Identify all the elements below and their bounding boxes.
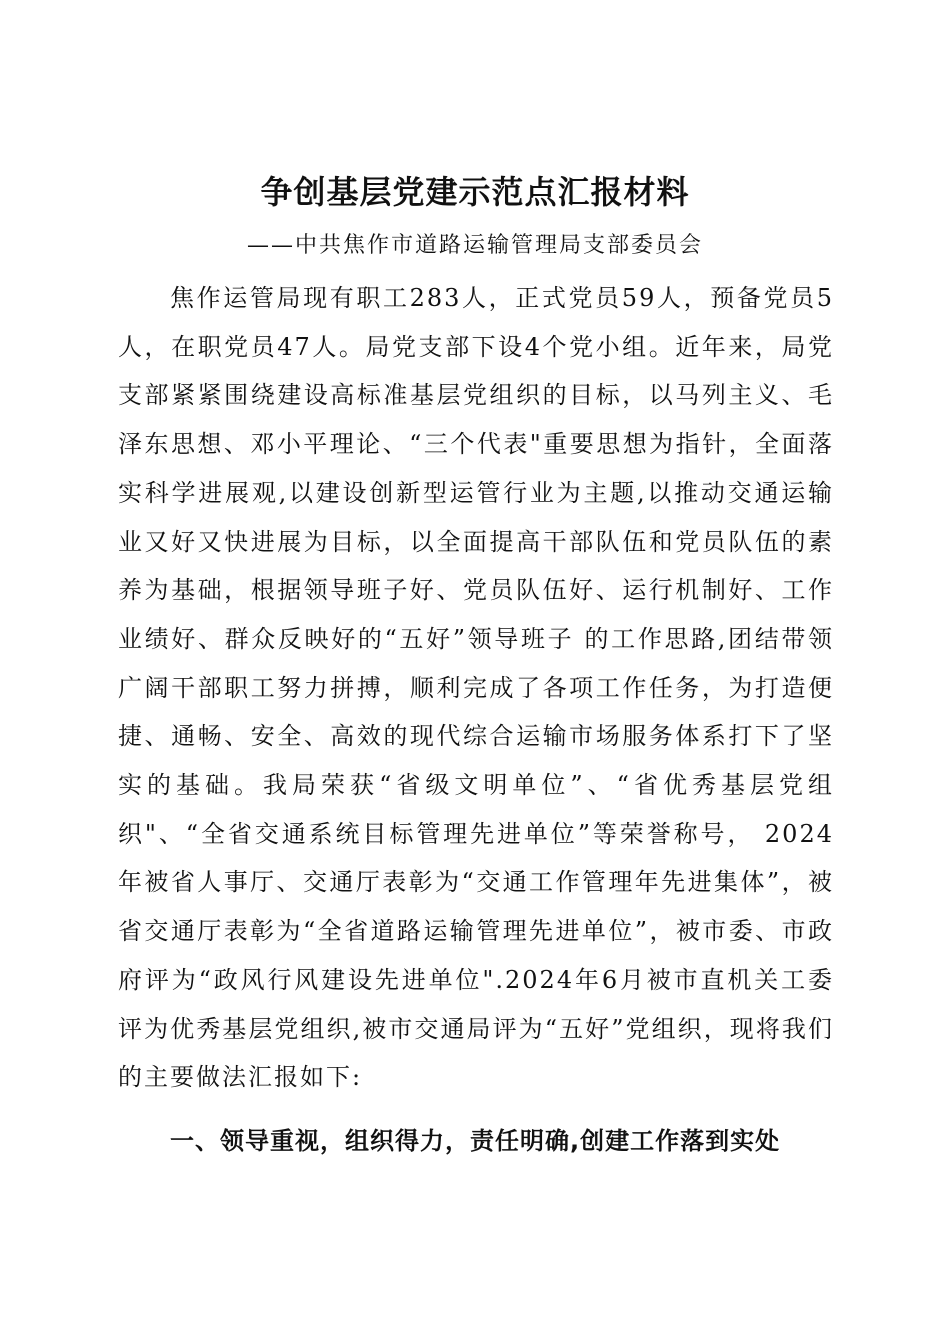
document-title: 争创基层党建示范点汇报材料 xyxy=(260,173,690,211)
intro-paragraph: 焦作运管局现有职工283人，正式党员59人，预备党员5人，在职党员47人。局党支部下设4个党小组。近年来，局党支部紧紧围绕建设高标准基层党组织的目标，以马列主义、毛泽东思想、邓小平理论、“三个代表"重要思想为指针，全面落实科学进展观,以建设创新型运管行业为主题,以推动交通运输业又好又快进展为目标，以全面提高干部队伍和党员队伍的素养为基础，根据领导班子好、党员队伍好、运行机制好、工作业绩好、群众反映好的“五好”领导班子 的工作思路,团结带领广阔干部职工努力拼搏，顺利完成了各项工作任务，为打造便捷、通畅、安全、高效的现代综合运输市场服务体系打下了坚实的基础。我局荣获“省级文明单位”、“省优秀基层党组织"、“全省交通系统目标管理先进单位”等荣誉称号， 2024年被省人事厅、交通厅表彰为“交通工作管理年先进集体”，被省交通厅表彰为“全省道路运输管理先进单位”，被市委、市政府评为“政风行风建设先进单位".2024年6月被市直机关工委评为优秀基层党组织,被市交通局评为“五好”党组织，现将我们的主要做法汇报如下: xyxy=(118,284,834,1092)
section-heading: 一、领导重视，组织得力，责任明确,创建工作落到实处 xyxy=(170,1127,781,1155)
document-subtitle: ——中共焦作市道路运输管理局支部委员会 xyxy=(246,233,703,258)
